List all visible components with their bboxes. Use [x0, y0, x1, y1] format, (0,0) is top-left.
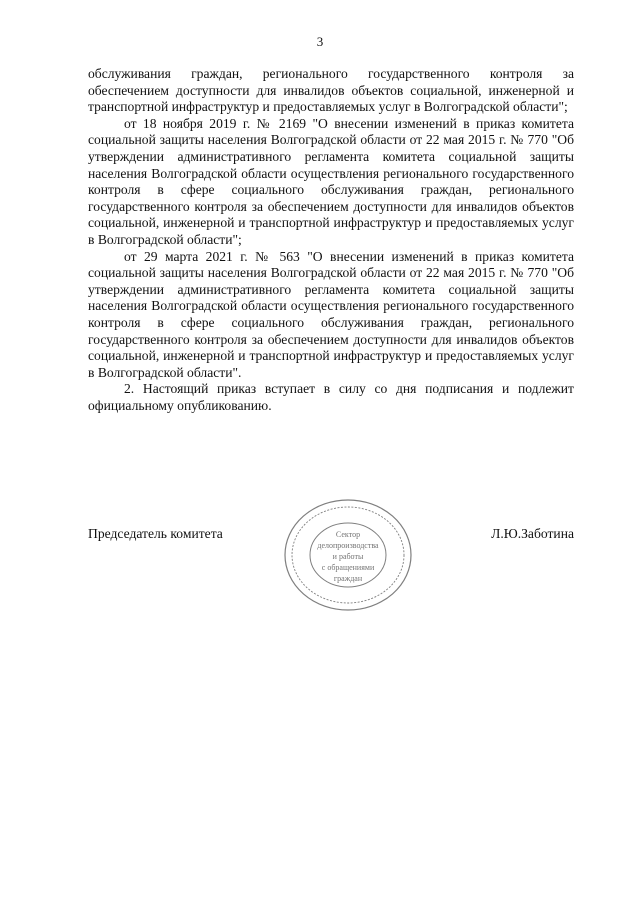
- page-number: 3: [316, 34, 324, 49]
- stamp-line: граждан: [333, 574, 363, 583]
- stamp-line: с обращениями: [321, 563, 375, 572]
- stamp-line: делопроизводства: [317, 541, 379, 550]
- document-body: [88, 66, 574, 414]
- stamp-line: и работы: [332, 552, 364, 561]
- paragraph-entry-into-force: 2. Настоящий приказ вступает в силу со дня подписания и подлежит официальному опубликованию.: [88, 381, 574, 413]
- signatory-title: Председатель комитета: [88, 526, 223, 541]
- paragraph-order-2169: от 18 ноября 2019 г. № 2169 "О внесении изменений в приказ комитета социальной защиты населения Волгоградской области от 22 мая 2015 г. № 770 "Об утверждении административного регламента комитета социальной защиты населения Волгоградской области осуществления регионального государственного контроля в сфере социального обслуживания граждан, регионального государственного контроля за обеспечением доступности для инвалидов объектов социальной, инженерной и транспортной инфраструктур и предоставляемых услуг в Волгоградской области";: [88, 115, 574, 247]
- paragraph-order-563: от 29 марта 2021 г. № 563 "О внесении изменений в приказ комитета социальной защиты населения Волгоградской области от 22 мая 2015 г. № 770 "Об утверждении административного регламента комитета социальной защиты населения Волгоградской области осуществления регионального государственного контроля в сфере социального обслуживания граждан, регионального государственного контроля за обеспечением доступности для инвалидов объектов социальной, инженерной и транспортной инфраструктур и предоставляемых услуг в Волгоградской области".: [88, 248, 574, 380]
- stamp-line: Сектор: [335, 530, 361, 539]
- stamp-seal: [282, 496, 414, 614]
- signatory-name: Л.Ю.Заботина: [491, 526, 574, 541]
- paragraph-continuation: обслуживания граждан, регионального государственного контроля за обеспечением доступности для инвалидов объектов социальной, инженерной и транспортной инфраструктур и предоставляемых услуг в Волгоградской области";: [88, 66, 574, 115]
